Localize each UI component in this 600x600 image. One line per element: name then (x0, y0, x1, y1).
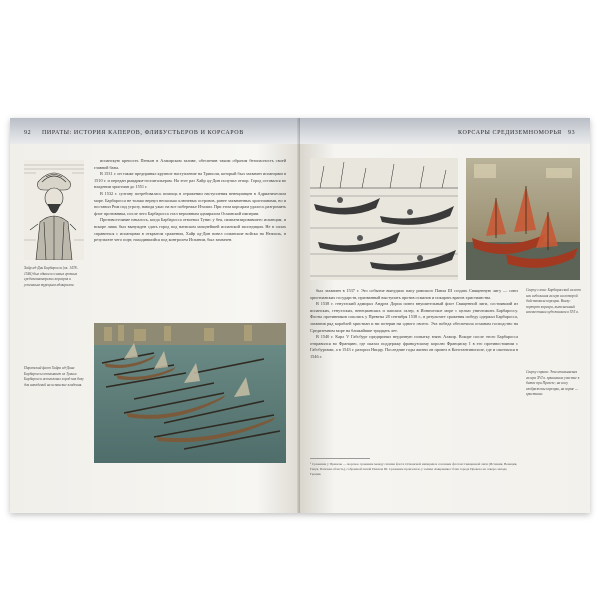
fleet-caption: Пиратский флот Хайра ад-Дина Барбароссы отплывает из Туниса. Барбаросса использовал город как базу для нападений на испанские владения. (24, 366, 84, 387)
right-paragraph: был захвачен в 1537 г. Это событие вынудило папу римского Павла III создать Священную лигу — союз христианских государств, призванный выступить против османов и покарать врагов христианства. (310, 288, 518, 300)
galleys-painting (466, 158, 580, 280)
left-page (10, 118, 300, 513)
footnote-rule (310, 458, 370, 459)
barbarossa-portrait-engraving (24, 160, 84, 260)
left-body-text (94, 158, 286, 318)
right-page-number: 93 (568, 130, 576, 136)
footnote: ¹ Сражение у Превезы — морское сражение между силами флота Османской империи и союзным флотом Священной лиги (Испания, Венеция, Генуя, Папская область), собранной папой Павлом III. Сражение произошло у залива Амвракикос близ города Превеза на северо-западе Греции. (310, 462, 518, 477)
right-paragraph: В 1540 г. Карл V Габсбург предпринял неудачную попытку взять Алжир. Вскоре после этого Барбаросса отправился во Францию, где оказал поддержку французскому королю Франциску I в его противостоянии с Габсбургами, а в 1543 г. разорил Ниццу. Последние годы жизни он провел в Константинополе, где и скончался в 1546 г. (310, 334, 518, 359)
right-paragraph: В 1538 г. генуэзский адмирал Андреа Дориа повел внушительный флот Священной лиги, состоявший из испанских, генуэзских, венецианских и папских галер, в Ионическое море с целью уничтожить Барбароссу. Флоты противников сошлись у Превезы 28 сентября 1538 г., в результате сражения победу одержал Барбаросса, захватив ряд кораблей христиан и ни потеряв ни одного своего. Эта победа обеспечила османам господство на Средиземном море на ближайшие тридцать лет. (310, 301, 518, 333)
left-paragraph: Противостояние началось, когда Барбаросса отвоевал Тунис у бея, симпатизировавшего испанцам, и вскоре лишь был вынужден сдать город под натиском мощнейшей испанской экспедиции. Не в силах справиться с испанцами в открытом сражении, Хайр ад-Дин повел османские войска на Неаполь, в результате чего порт, находившийся под контролем Испании, был захвачен. (94, 217, 286, 243)
left-paragraph: В 1531 г. он также предпринял крупное наступление на Триполи, который был захвачен испанцами в 1510 г. и передан рыцарям-госпитальерам. На этот раз Хайр ад-Дин получил отпор. Город оставался во владении христиан до 1551 г. (94, 171, 286, 190)
left-running-title: ПИРАТЫ: ИСТОРИЯ КАПЕРОВ, ФЛИБУСТЬЕРОВ И КОРСАРОВ (42, 130, 244, 136)
left-running-header (10, 118, 300, 144)
open-book-spread (10, 118, 590, 513)
portrait-caption: Хайр ад-Дин Барбаросса (ок. 1478–1546) был одним из самых грозных средиземноморских корсаров и успешным турецким адмиралом. (24, 266, 79, 287)
right-running-title: КОРСАРЫ СРЕДИЗЕМНОМОРЬЯ (458, 130, 562, 136)
left-paragraph: В 1532 г. султану потребовалась помощь в отражении наступления венецианцев в Адриатическом море. Барбаросса не только вернул несколько ключевых островов, ранее захваченных христианами, но и поставил Рим под угрозу, наводя ужас на все побережье Италии. При этом корсарам удалось разгромить флот противника, после чего Барбаросса стал верховным адмиралом Османской империи. (94, 190, 286, 216)
battle-engraving (310, 158, 458, 280)
right-running-header (300, 118, 590, 144)
ship-caption: Сверху слева: Барбарисский галеот или небольшая галера на которой действовали корсары. Внизу: портрет корсара, выполненный неизвестным художником в XVI в. (526, 288, 581, 315)
fleet-painting (94, 323, 286, 463)
left-paragraph: испанскую крепость Пеньон в Алжирском заливе, обеспечив таким образом безопасность своей главной базы. (94, 158, 286, 170)
galleys-caption: Сверху справа: Эта итальянская галера XVI в. принимала участие в битве при Превезе; на носу изображены корсары, на корме — христиане. (526, 370, 580, 397)
left-page-number: 92 (24, 130, 32, 136)
right-body-text (310, 288, 518, 456)
right-page (300, 118, 590, 513)
